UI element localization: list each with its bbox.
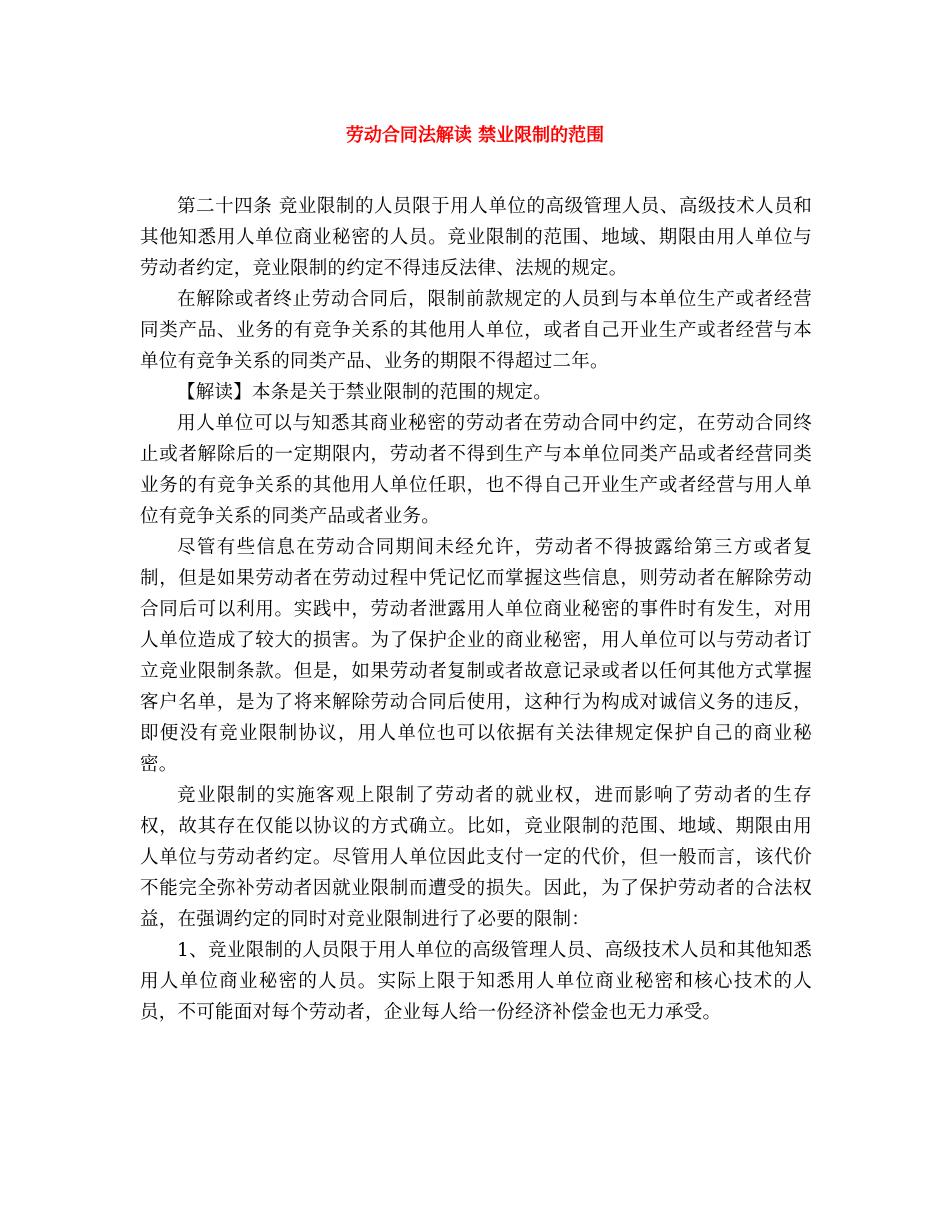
document-body xyxy=(140,191,812,1028)
paragraph-employment-rights: 竞业限制的实施客观上限制了劳动者的就业权，进而影响了劳动者的生存权，故其存在仅能以协议的方式确立。比如，竞业限制的范围、地域、期限由用人单位与劳动者约定。尽管用人单位因此支付一定的代价，但一般而言，该代价不能完全弥补劳动者因就业限制而遭受的损失。因此，为了保护劳动者的合法权益，在强调约定的同时对竞业限制进行了必要的限制： xyxy=(140,785,812,930)
paragraph-trade-secrets: 尽管有些信息在劳动合同期间未经允许，劳动者不得披露给第三方或者复制，但是如果劳动者在劳动过程中凭记忆而掌握这些信息，则劳动者在解除劳动合同后可以利用。实践中，劳动者泄露用人单位商业秘密的事件时有发生，对用人单位造成了较大的损害。为了保护企业的商业秘密，用人单位可以与劳动者订立竞业限制条款。但是，如果劳动者复制或者故意记录或者以任何其他方式掌握客户名单，是为了将来解除劳动合同后使用，这种行为构成对诚信义务的违反，即便没有竞业限制协议，用人单位也可以依据有关法律规定保护自己的商业秘密。 xyxy=(140,537,812,775)
paragraph-post-termination-limit: 在解除或者终止劳动合同后，限制前款规定的人员到与本单位生产或者经营同类产品、业务的有竞争关系的其他用人单位，或者自己开业生产或者经营与本单位有竞争关系的同类产品、业务的期限不得超过二年。 xyxy=(140,289,812,372)
paragraph-restriction-1: 1、竞业限制的人员限于用人单位的高级管理人员、高级技术人员和其他知悉用人单位商业秘密的人员。实际上限于知悉用人单位商业秘密和核心技术的人员，不可能面对每个劳动者，企业每人给一份经济补偿金也无力承受。 xyxy=(140,940,812,1023)
paragraph-article-24: 第二十四条 竞业限制的人员限于用人单位的高级管理人员、高级技术人员和其他知悉用人单位商业秘密的人员。竞业限制的范围、地域、期限由用人单位与劳动者约定，竞业限制的约定不得违反法律、法规的规定。 xyxy=(140,196,812,279)
paragraph-agreement: 用人单位可以与知悉其商业秘密的劳动者在劳动合同中约定，在劳动合同终止或者解除后的一定期限内，劳动者不得到生产与本单位同类产品或者经营同类业务的有竞争关系的其他用人单位任职，也不得自己开业生产或者经营与用人单位有竞争关系的同类产品或者业务。 xyxy=(140,413,812,527)
document-title: 劳动合同法解读 禁业限制的范围 xyxy=(345,125,605,146)
paragraph-interpretation-heading: 【解读】本条是关于禁业限制的范围的规定。 xyxy=(177,382,553,403)
